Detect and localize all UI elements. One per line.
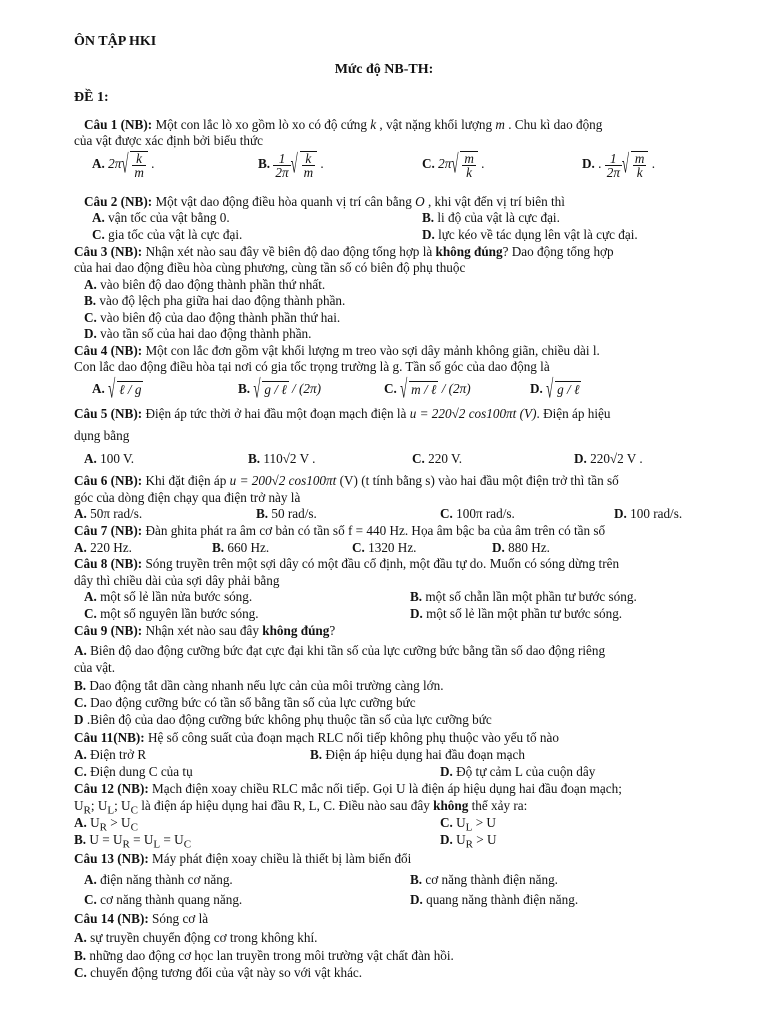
- option-text: Độ tự cảm L của cuộn dây: [452, 764, 596, 779]
- question-text: . Chu kì dao động: [504, 117, 603, 132]
- option-text: cơ năng thành quang năng.: [96, 892, 243, 907]
- question-12: [74, 781, 714, 797]
- option-b[interactable]: [258, 151, 324, 179]
- subscript: R: [122, 838, 130, 851]
- sqrt-expr: [108, 381, 143, 398]
- option-letter: C.: [84, 892, 97, 907]
- option-text: Dao động cưỡng bức có tần số bằng tần số của lực cưỡng bức: [86, 695, 416, 710]
- option-d[interactable]: [440, 764, 595, 780]
- option-c[interactable]: [384, 381, 471, 398]
- option-text: một số nguyên lần bước sóng.: [96, 606, 259, 621]
- option-letter: C.: [422, 156, 435, 172]
- radicand: g / ℓ: [557, 382, 580, 398]
- option-letter: B.: [256, 506, 269, 521]
- math-var: O: [415, 194, 425, 209]
- option-text: 220 V.: [424, 451, 463, 466]
- option-text: của vật.: [74, 660, 116, 675]
- subscript: R: [83, 804, 91, 817]
- option-a[interactable]: [84, 589, 252, 605]
- option-text: U: [452, 832, 466, 847]
- radicand: g / ℓ: [264, 382, 287, 398]
- option-b[interactable]: [74, 832, 191, 853]
- option-b[interactable]: [84, 293, 345, 309]
- option-text: 220√2 V .: [586, 451, 643, 466]
- option-text: U = U: [86, 832, 123, 847]
- question-3: [74, 244, 714, 260]
- question-text: Khi đặt điện áp: [142, 473, 230, 488]
- subscript: C: [183, 838, 192, 851]
- option-letter: B.: [258, 156, 271, 172]
- question-text: Mạch điện xoay chiều RLC mắc nối tiếp. Gọi U là điện áp hiệu dụng hai đầu đoạn mạch;: [148, 781, 622, 796]
- question-text: ? Dao động tổng hợp: [502, 244, 614, 259]
- radicand: m / ℓ: [411, 382, 437, 398]
- option-letter: C.: [74, 764, 87, 779]
- option-letter: C.: [384, 381, 397, 396]
- option-text: lực kéo về tác dụng lên vật là cực đại.: [434, 227, 638, 242]
- question-text: Một con lắc đơn gồm vật khối lượng m treo vào sợi dây mảnh không giãn, chiều dài l.: [142, 343, 600, 358]
- option-letter: B.: [74, 832, 87, 847]
- option-d[interactable]: [410, 606, 622, 622]
- option-d[interactable]: [84, 326, 311, 342]
- option-b[interactable]: [74, 678, 714, 694]
- option-text: cơ năng thành điện năng.: [422, 872, 558, 887]
- option-text: > U: [473, 832, 497, 847]
- option-letter: A.: [74, 815, 87, 830]
- fraction-num: 1: [605, 152, 622, 166]
- question-label: Câu 8 (NB):: [74, 556, 143, 571]
- option-a[interactable]: [74, 930, 714, 946]
- option-b[interactable]: [422, 210, 560, 226]
- option-text: Điện áp hiệu dụng hai đầu đoạn mạch: [322, 747, 525, 762]
- question-text: Một con lắc lò xo gồm lò xo có độ cứng: [152, 117, 371, 132]
- question-label: Câu 1 (NB):: [84, 117, 153, 132]
- question-label: Câu 4 (NB):: [74, 343, 143, 358]
- question-6-line2: góc của dòng điện chạy qua điện trở này là: [74, 490, 301, 505]
- option-letter: C.: [84, 310, 97, 325]
- question-text: (V) (t tính bằng s) vào hai đầu một điện trở thì tần số: [336, 473, 619, 488]
- option-b[interactable]: [256, 506, 317, 522]
- option-text: Dao động tắt dần càng nhanh nếu lực cản của môi trường càng lớn.: [86, 678, 444, 693]
- option-letter: A.: [74, 540, 87, 555]
- level-heading: Mức độ NB-TH:: [334, 62, 434, 77]
- option-text: vào biên độ của dao động thành phần thứ hai.: [96, 310, 341, 325]
- option-text: 660 Hz.: [224, 540, 270, 555]
- question-1: [84, 117, 714, 133]
- subscript: L: [107, 804, 115, 817]
- option-text: một số lẻ lần nửa bước sóng.: [96, 589, 253, 604]
- option-c[interactable]: [74, 695, 714, 711]
- question-text: Một vật dao động điều hòa quanh vị trí cân bằng: [152, 194, 416, 209]
- emphasis: không đúng: [435, 244, 503, 259]
- option-text: > U: [472, 815, 496, 830]
- option-letter: A.: [84, 451, 97, 466]
- question-3-line2: của hai dao động điều hòa cùng phương, cùng tần số có biên độ phụ thuộc: [74, 260, 466, 275]
- option-c[interactable]: [74, 965, 714, 981]
- subscript: C: [130, 804, 138, 817]
- question-11: [74, 730, 714, 746]
- math-var: m: [495, 117, 505, 132]
- question-label: Câu 13 (NB):: [74, 851, 149, 866]
- option-d[interactable]: [440, 832, 497, 853]
- question-text: . Điện áp hiệu: [536, 406, 611, 421]
- fraction-den: k: [466, 165, 473, 180]
- question-text: Sóng cơ là: [148, 911, 209, 926]
- option-b[interactable]: [410, 872, 558, 888]
- option-a[interactable]: [74, 747, 146, 763]
- option-tail: / (2π): [288, 381, 321, 396]
- option-d[interactable]: [492, 540, 550, 556]
- math-var: k: [370, 117, 377, 132]
- option-letter: D.: [440, 764, 453, 779]
- option-text: 50π rad/s.: [86, 506, 143, 521]
- option-letter: C.: [440, 815, 453, 830]
- option-text: 100 rad/s.: [626, 506, 683, 521]
- option-text: 100π rad/s.: [452, 506, 515, 521]
- option-c[interactable]: [412, 451, 462, 467]
- question-text: ; U: [90, 798, 108, 813]
- option-text: chuyển động tương đối của vật này so với vật khác.: [86, 965, 363, 980]
- option-letter: A.: [74, 506, 87, 521]
- option-d[interactable]: [530, 381, 581, 398]
- option-a[interactable]: [92, 151, 154, 179]
- option-letter: D.: [422, 227, 435, 242]
- option-a[interactable]: [84, 277, 325, 293]
- option-letter: B.: [84, 293, 97, 308]
- option-letter: D.: [614, 506, 627, 521]
- question-text: thể xảy ra:: [468, 798, 528, 813]
- option-text: 1320 Hz.: [364, 540, 417, 555]
- question-label: Câu 14 (NB):: [74, 911, 149, 926]
- option-c[interactable]: [92, 227, 242, 243]
- formula: u = 200√2 cos100πt: [229, 473, 337, 488]
- symbol: U: [74, 798, 84, 813]
- option-text: vào độ lệch pha giữa hai dao động thành phần.: [96, 293, 346, 308]
- option-letter: B.: [410, 589, 423, 604]
- sqrt-expr: [451, 151, 478, 179]
- option-letter: A.: [92, 156, 105, 172]
- question-text: , khi vật đến vị trí biên thì: [424, 194, 565, 209]
- question-text: Nhận xét nào sau đây: [142, 623, 263, 638]
- question-1-line2: của vật được xác định bởi biểu thức: [74, 133, 263, 148]
- question-text: Điện áp tức thời ở hai đầu một đoạn mạch điện là: [142, 406, 410, 421]
- option-letter: D.: [440, 832, 453, 847]
- option-tail: .: [477, 156, 485, 172]
- question-label: Câu 5 (NB):: [74, 406, 143, 421]
- option-text: vận tốc của vật bằng 0.: [104, 210, 230, 225]
- fraction-den: 2π: [606, 164, 620, 180]
- option-tail: .: [147, 156, 155, 172]
- option-letter: C.: [84, 606, 97, 621]
- question-14: [74, 911, 714, 927]
- option-d[interactable]: [582, 151, 655, 179]
- fraction-num: √ k: [132, 152, 146, 166]
- option-a[interactable]: [74, 540, 132, 556]
- option-letter: D: [74, 712, 84, 727]
- option-text: điện năng thành cơ năng.: [96, 872, 233, 887]
- option-text: 220 Hz.: [86, 540, 132, 555]
- question-text: ; U: [114, 798, 131, 813]
- question-5: [74, 406, 714, 422]
- option-text: những dao động cơ học lan truyền trong môi trường vật chất đàn hồi.: [86, 948, 454, 963]
- fraction-num: √ k: [302, 152, 316, 166]
- question-13: [74, 851, 714, 867]
- question-9: [74, 623, 714, 639]
- question-7: [74, 523, 714, 539]
- option-text: .Biên độ của dao động cưỡng bức không phụ thuộc tần số của lực cưỡng bức: [83, 712, 492, 727]
- option-c[interactable]: [440, 506, 515, 522]
- option-letter: B.: [74, 948, 87, 963]
- question-12-line2: [74, 798, 714, 819]
- sqrt-expr: [622, 151, 649, 179]
- fraction-den: 2π: [275, 164, 289, 180]
- option-letter: A.: [84, 277, 97, 292]
- option-pre: .: [594, 156, 605, 172]
- question-text: Đàn ghita phát ra âm cơ bản có tần số f = 440 Hz. Họa âm bậc ba của âm trên có tần số: [142, 523, 606, 538]
- option-tail: / (2π): [438, 381, 471, 396]
- question-text: là điện áp hiệu dụng hai đầu R, L, C. Điều nào sau đây: [137, 798, 434, 813]
- option-text: > U: [107, 815, 131, 830]
- option-letter: A.: [84, 872, 97, 887]
- option-d[interactable]: [422, 227, 638, 243]
- fraction-num: 1: [273, 152, 290, 166]
- sqrt-expr: [400, 381, 438, 398]
- option-letter: C.: [352, 540, 365, 555]
- option-letter: D.: [84, 326, 97, 341]
- option-b[interactable]: [248, 451, 315, 467]
- option-c[interactable]: [84, 606, 259, 622]
- fraction-den: m: [134, 165, 144, 180]
- option-text: sự truyền chuyển động cơ trong không khí.: [86, 930, 318, 945]
- option-b[interactable]: [74, 948, 714, 964]
- sqrt-expr: [546, 381, 581, 398]
- option-a[interactable]: [84, 451, 134, 467]
- option-letter: D.: [410, 606, 423, 621]
- math-coef: 2π: [108, 156, 122, 172]
- radicand: ℓ / g: [119, 382, 142, 398]
- option-a[interactable]: [92, 210, 230, 226]
- option-b[interactable]: [238, 381, 321, 398]
- option-c[interactable]: [422, 151, 484, 179]
- option-b[interactable]: [212, 540, 269, 556]
- question-text: ?: [329, 623, 336, 638]
- question-label: Câu 9 (NB):: [74, 623, 143, 638]
- option-letter: C.: [74, 695, 87, 710]
- question-2: [84, 194, 714, 210]
- subscript: R: [465, 838, 473, 851]
- option-letter: B.: [74, 678, 87, 693]
- option-letter: C.: [74, 965, 87, 980]
- option-letter: B.: [238, 381, 251, 396]
- option-text: U: [86, 815, 100, 830]
- option-letter: C.: [412, 451, 425, 466]
- fraction-den: k: [636, 165, 643, 180]
- option-text: U: [452, 815, 466, 830]
- subscript: L: [153, 838, 161, 851]
- question-4-line2: Con lắc dao động điều hòa tại nơi có gia tốc trọng trường là g. Tần số góc của dao động là: [74, 359, 550, 374]
- formula: u = 220√2 cos100πt (V): [409, 406, 537, 421]
- option-letter: D.: [410, 892, 423, 907]
- option-text: 110√2 V .: [260, 451, 316, 466]
- option-text: 880 Hz.: [504, 540, 550, 555]
- question-label: Câu 2 (NB):: [84, 194, 153, 209]
- option-text: vào biên độ dao động thành phần thứ nhất.: [96, 277, 326, 292]
- option-text: Điện trở R: [86, 747, 147, 762]
- option-c[interactable]: [84, 310, 340, 326]
- option-d[interactable]: [614, 506, 682, 522]
- math-coef: 2π: [438, 156, 452, 172]
- option-a[interactable]: [74, 643, 714, 659]
- option-letter: B.: [410, 872, 423, 887]
- option-letter: D.: [582, 156, 595, 172]
- option-tail: .: [648, 156, 656, 172]
- option-a-cont[interactable]: [74, 660, 714, 676]
- question-label: Câu 7 (NB):: [74, 523, 143, 538]
- document-title: ÔN TẬP HKI: [74, 34, 157, 49]
- option-letter: D.: [574, 451, 587, 466]
- option-d[interactable]: [574, 451, 643, 467]
- option-letter: B.: [422, 210, 435, 225]
- option-d[interactable]: [74, 712, 714, 728]
- option-letter: A.: [74, 747, 87, 762]
- sqrt-expr: [121, 151, 148, 179]
- emphasis: không: [433, 798, 469, 813]
- option-text: quang năng thành điện năng.: [422, 892, 579, 907]
- option-letter: A.: [92, 381, 105, 396]
- option-text: li độ của vật là cực đại.: [434, 210, 560, 225]
- question-label: Câu 3 (NB):: [74, 244, 143, 259]
- option-c[interactable]: [74, 764, 193, 780]
- option-letter: A.: [92, 210, 105, 225]
- sqrt-expr: [253, 381, 288, 398]
- option-letter: A.: [84, 589, 97, 604]
- question-text: Hệ số công suất của đoạn mạch RLC nối tiếp không phụ thuộc vào yếu tố nào: [144, 730, 559, 745]
- option-letter: C.: [440, 506, 453, 521]
- question-text: Máy phát điện xoay chiều là thiết bị làm biến đổi: [148, 851, 412, 866]
- option-text: Điện dung C của tụ: [86, 764, 193, 779]
- option-tail: .: [317, 156, 324, 172]
- option-letter: B.: [248, 451, 261, 466]
- option-d[interactable]: [410, 892, 578, 908]
- subscript: R: [99, 821, 107, 834]
- option-letter: A.: [74, 643, 87, 658]
- question-6: [74, 473, 714, 489]
- fraction-num: √ m: [634, 151, 645, 166]
- question-8: [74, 556, 714, 572]
- option-a[interactable]: [84, 872, 233, 888]
- question-text: , vật nặng khối lượng: [376, 117, 496, 132]
- option-letter: A.: [74, 930, 87, 945]
- option-a[interactable]: [92, 381, 143, 398]
- sqrt-expr: [291, 151, 318, 179]
- option-text: Biên độ dao động cưỡng bức đạt cực đại khi tần số của lực cưỡng bức bằng tần số dao động riêng: [86, 643, 606, 658]
- question-text: Nhận xét nào sau đây về biên độ dao động tổng hợp là: [142, 244, 436, 259]
- option-text: một số lẻ lần một phần tư bước sóng.: [422, 606, 623, 621]
- option-a[interactable]: [74, 506, 142, 522]
- option-letter: D.: [530, 381, 543, 396]
- option-letter: C.: [92, 227, 105, 242]
- option-text: gia tốc của vật là cực đại.: [104, 227, 243, 242]
- emphasis: không đúng: [262, 623, 330, 638]
- question-label: Câu 11(NB):: [74, 730, 145, 745]
- exam-heading: ĐỀ 1:: [74, 90, 109, 105]
- option-letter: D.: [492, 540, 505, 555]
- question-label: Câu 6 (NB):: [74, 473, 143, 488]
- option-c[interactable]: [84, 892, 242, 908]
- question-label: Câu 12 (NB):: [74, 781, 149, 796]
- question-5-line2: dụng bằng: [74, 428, 130, 443]
- question-8-line2: dây thì chiều dài của sợi dây phải bằng: [74, 573, 280, 588]
- option-c[interactable]: [352, 540, 416, 556]
- option-b[interactable]: [410, 589, 637, 605]
- option-text: = U: [160, 832, 184, 847]
- option-letter: B.: [310, 747, 323, 762]
- option-text: 100 V.: [96, 451, 135, 466]
- option-text: vào tần số của hai dao động thành phần.: [96, 326, 312, 341]
- fraction-den: m: [303, 165, 314, 180]
- fraction-num: √ m: [464, 151, 474, 166]
- option-b[interactable]: [310, 747, 525, 763]
- option-text: 50 rad/s.: [268, 506, 317, 521]
- option-text: một số chẵn lần một phần tư bước sóng.: [422, 589, 637, 604]
- option-text: = U: [129, 832, 154, 847]
- subscript: L: [465, 821, 473, 834]
- question-4: [74, 343, 714, 359]
- option-letter: B.: [212, 540, 225, 555]
- subscript: C: [130, 821, 138, 834]
- question-text: Sóng truyền trên một sợi dây có một đầu cố định, một đầu tự do. Muốn có sóng dừng trên: [142, 556, 620, 571]
